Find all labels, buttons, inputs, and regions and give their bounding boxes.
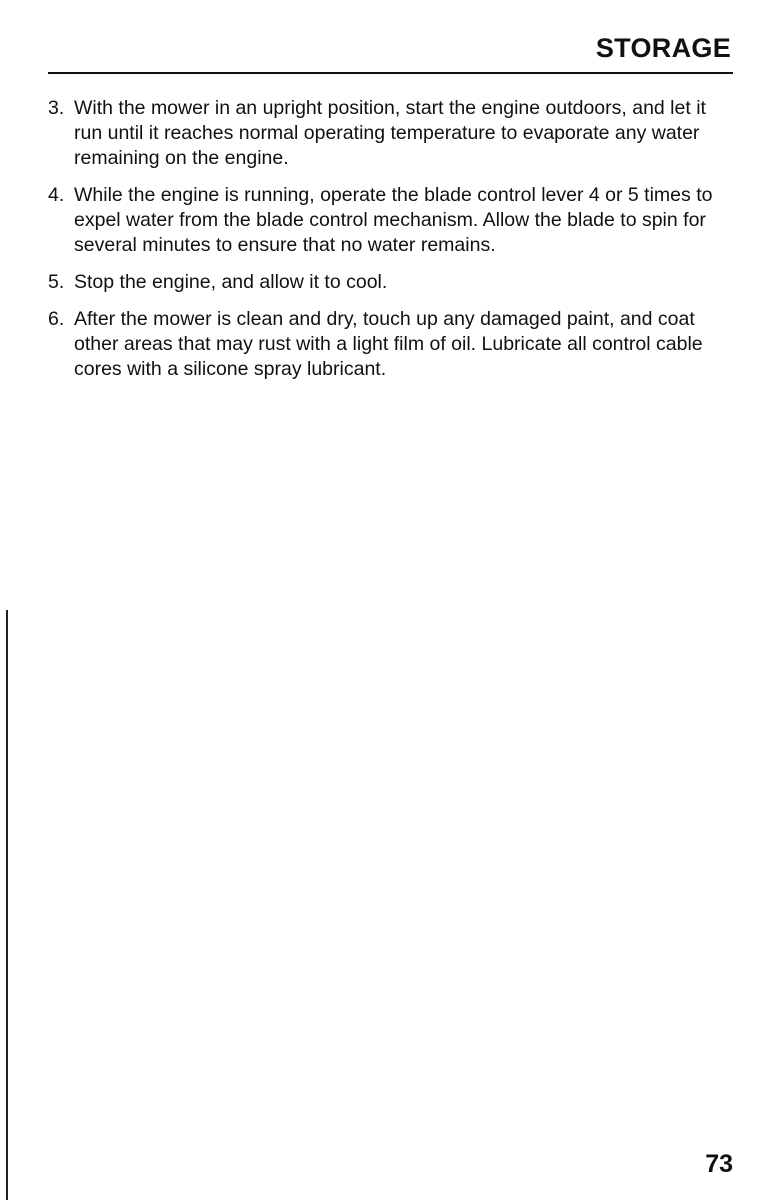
step-text: After the mower is clean and dry, touch up any damaged paint, and coat other areas that may rust with a light film of oil. Lubricate all control cable cores with a silicone spray lubricant. [74, 308, 703, 380]
step-item [48, 183, 728, 258]
title-divider [48, 72, 733, 74]
step-number: 4. [48, 184, 65, 206]
page-number: 73 [705, 1150, 733, 1178]
step-number: 3. [48, 97, 65, 119]
step-item [48, 307, 728, 382]
step-item [48, 96, 728, 171]
step-text: With the mower in an upright position, start the engine outdoors, and let it run until it reaches normal operating temperature to evaporate any water remaining on the engine. [74, 97, 706, 169]
step-number: 6. [48, 308, 65, 330]
step-text: While the engine is running, operate the blade control lever 4 or 5 times to expel water from the blade control mechanism. Allow the blade to spin for several minutes to ensure that no water remains. [74, 184, 713, 256]
step-number: 5. [48, 271, 65, 293]
step-text: Stop the engine, and allow it to cool. [74, 271, 388, 293]
step-item [48, 270, 728, 295]
storage-steps-list [48, 96, 728, 394]
page-edge-line [6, 610, 8, 1200]
section-title: STORAGE [595, 33, 731, 63]
